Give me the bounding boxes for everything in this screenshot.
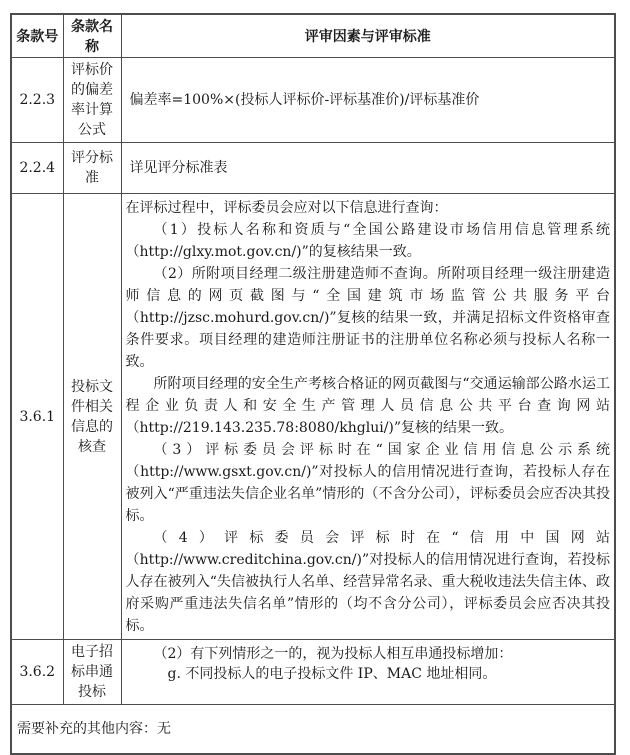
col-header-criteria: 评审因素与评审标准 [121, 14, 615, 58]
clause-name: 电子招标串通投标 [63, 640, 121, 705]
clause-no: 3.6.2 [11, 640, 63, 705]
collusion-line-2: g. 不同投标人的电子投标文件 IP、MAC 地址相同。 [167, 666, 497, 682]
table-row-3-6-1 [11, 194, 615, 640]
collusion-line-1: （2）有下列情形之一的，视为投标人相互串通投标增加： [153, 646, 513, 662]
clause-content-collusion [121, 640, 615, 705]
verification-item-2: （2）所附项目经理二级注册建造师不查询。所附项目经理一级注册建造师信息的网页截图与“全国建筑市场监管公共服务平台（http://jzsc.mohurd.gov.cn/)”复核的结果一致，并满足招标文件资格审查条件要求。项目经理的建造师注册证书的注册单位名称必须与投标人名称一致。 [125, 266, 610, 370]
header-row [11, 14, 615, 58]
clause-no: 2.2.3 [11, 58, 63, 143]
clause-name: 投标文件相关信息的核查 [63, 194, 121, 640]
verification-item-2b: 所附项目经理的安全生产考核合格证的网页截图与“交通运输部公路水运工程企业负责人和安全生产管理人员信息公共平台查询网站（http://219.143.235.78:8080/khglui/)”复核的结果一致。 [125, 376, 610, 436]
verification-item-4: （4）评标委员会评标时在“信用中国网站（http://www.creditchina.gov.cn/)”对投标人的信用情况进行查询，若投标人存在被列入“失信被执行人名单、经营异常名录、重大税收违法失信主体、政府采购严重违法失信名单”情形的（均不含分公司），评标委员会应否决其投标。 [125, 530, 610, 634]
col-header-clause-name: 条款名称 [63, 14, 121, 58]
clause-name: 评标价的偏差率计算公式 [63, 58, 121, 143]
verification-intro: 在评标过程中，评标委员会应对以下信息进行查询： [125, 200, 448, 216]
table-footer-row [11, 705, 615, 754]
table-row-2-2-4 [11, 143, 615, 194]
table-row-3-6-2 [11, 640, 615, 705]
clause-content-verification [121, 194, 615, 640]
col-header-clause-no: 条款号 [11, 14, 63, 58]
verification-item-3: （3）评标委员会评标时在“国家企业信用信息公示系统（http://www.gsxt.gov.cn/)”对投标人的信用情况进行查询，若投标人存在被列入“严重违法失信企业名单”情形的（不含分公司），评标委员会应否决其投标。 [125, 442, 610, 524]
table-row-2-2-3 [11, 58, 615, 143]
evaluation-criteria-table [10, 13, 616, 755]
clause-no: 3.6.1 [11, 194, 63, 640]
verification-item-1: （1）投标人名称和资质与“全国公路建设市场信用信息管理系统（http://glxy.mot.gov.cn/)”的复核结果一致。 [125, 222, 610, 260]
clause-no: 2.2.4 [11, 143, 63, 194]
clause-content: 详见评分标准表 [121, 143, 615, 194]
clause-name: 评分标准 [63, 143, 121, 194]
clause-content-formula: 偏差率=100%×(投标人评标价-评标基准价)/评标基准价 [121, 58, 615, 143]
supplementary-note: 需要补充的其他内容：无 [11, 705, 615, 754]
